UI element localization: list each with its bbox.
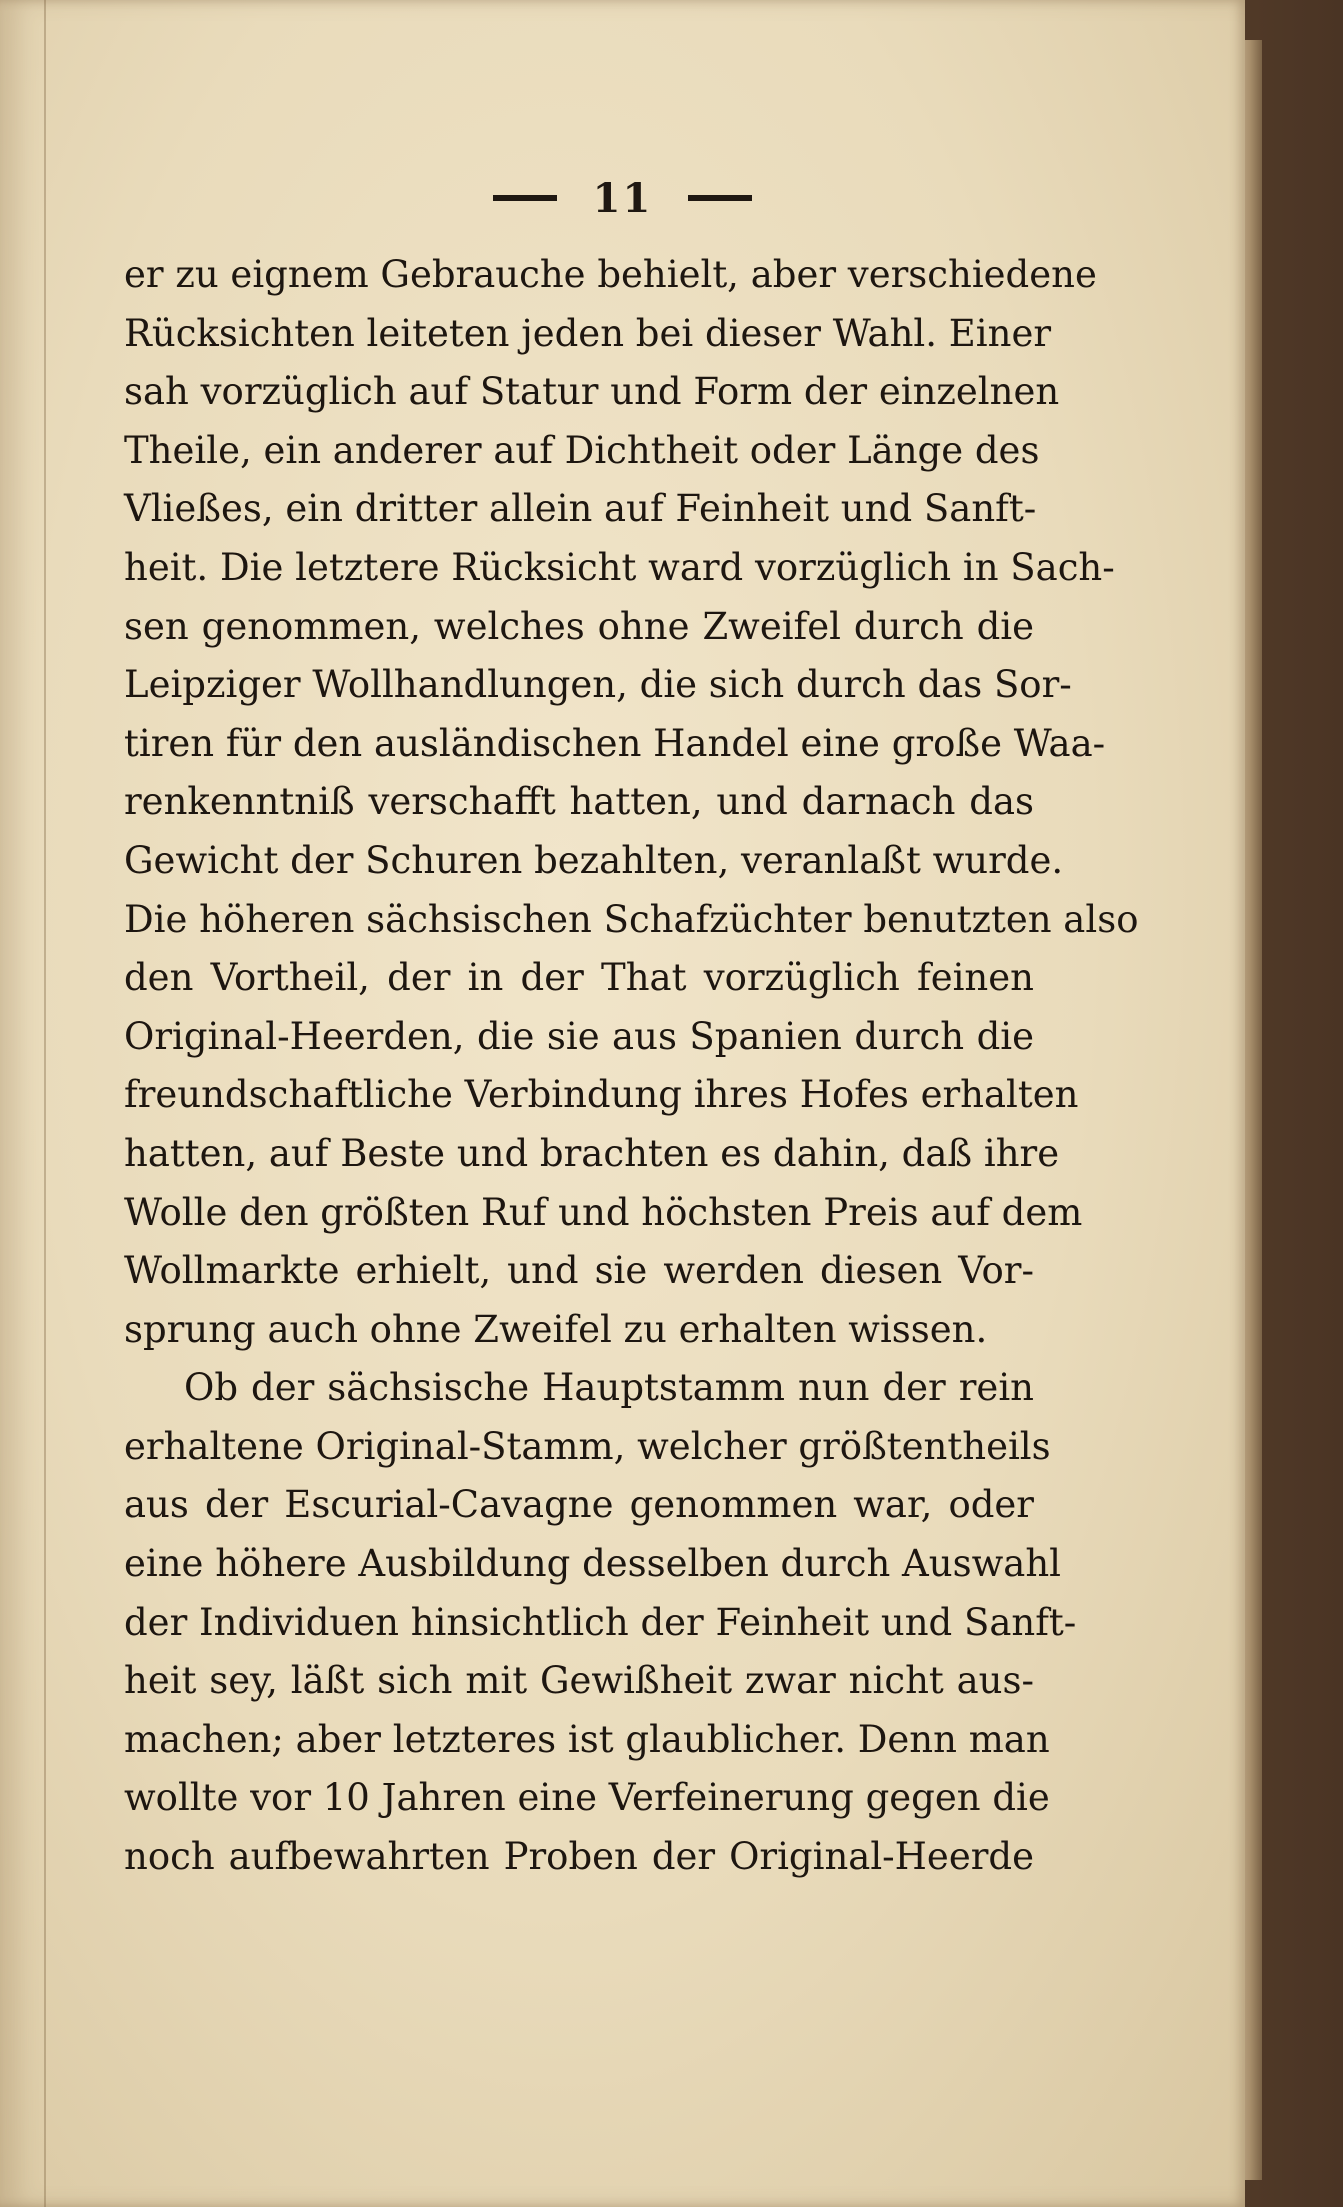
- text-line: Vließes, ein dritter allein auf Feinheit und Sanft-: [124, 487, 1037, 531]
- text-line: er zu eignem Gebrauche behielt, aber verschiedene: [124, 253, 1097, 296]
- text-line: Leipziger Wollhandlungen, die sich durch das Sor-: [124, 663, 1072, 707]
- text-line: machen; aber letzteres ist glaublicher. Denn man: [124, 1717, 1050, 1761]
- text-line: sen genommen, welches ohne Zweifel durch die: [124, 604, 1034, 648]
- header-dash-right: [688, 195, 752, 201]
- text-line: erhaltene Original-Stamm, welcher größtentheils: [124, 1424, 1051, 1468]
- text-line: Die höheren sächsischen Schafzüchter benutzten also: [124, 897, 1139, 941]
- text-line: Wollmarkte erhielt, und sie werden diesen Vor-: [124, 1249, 1034, 1293]
- header-dash-left: [493, 195, 557, 201]
- text-line: der Individuen hinsichtlich der Feinheit und Sanft-: [124, 1600, 1077, 1644]
- text-line: Rücksichten leiteten jeden bei dieser Wahl. Einer: [124, 311, 1052, 355]
- text-line: heit sey, läßt sich mit Gewißheit zwar nicht aus-: [124, 1659, 1034, 1703]
- text-line: den Vortheil, der in der That vorzüglich feinen: [124, 956, 1034, 1000]
- text-line: freundschaftliche Verbindung ihres Hofes erhalten: [124, 1073, 1079, 1117]
- text-line: hatten, auf Beste und brachten es dahin, daß ihre: [124, 1131, 1060, 1175]
- text-line: wollte vor 10 Jahren eine Verfeinerung gegen die: [124, 1776, 1050, 1820]
- gutter-line: [44, 0, 46, 2207]
- text-line: Wolle den größten Ruf und höchsten Preis auf dem: [124, 1190, 1083, 1234]
- text-line: noch aufbewahrten Proben der Original-Heerde: [124, 1835, 1034, 1879]
- text-line: renkenntniß verschafft hatten, und darnach das: [124, 780, 1034, 824]
- page-number: 11: [592, 174, 653, 222]
- text-line: eine höhere Ausbildung desselben durch Auswahl: [124, 1542, 1061, 1586]
- text-line: tiren für den ausländischen Handel eine große Waa-: [124, 721, 1106, 765]
- paragraph-start-line: Ob der sächsische Hauptstamm nun der rein: [184, 1366, 1034, 1410]
- text-line: Gewicht der Schuren bezahlten, veranlaßt wurde.: [124, 838, 1064, 882]
- paragraph-end-line: sprung auch ohne Zweifel zu erhalten wissen.: [124, 1307, 988, 1351]
- body-text: [124, 246, 1139, 2146]
- text-line: sah vorzüglich auf Statur und Form der einzelnen: [124, 370, 1060, 414]
- text-line: Original-Heerden, die sie aus Spanien durch die: [124, 1014, 1034, 1058]
- text-line: heit. Die letztere Rücksicht ward vorzüglich in Sach-: [124, 545, 1115, 589]
- text-line: Theile, ein anderer auf Dichtheit oder Länge des: [124, 428, 1040, 472]
- text-line: aus der Escurial-Cavagne genommen war, oder: [124, 1483, 1034, 1527]
- page-header: [0, 168, 1245, 228]
